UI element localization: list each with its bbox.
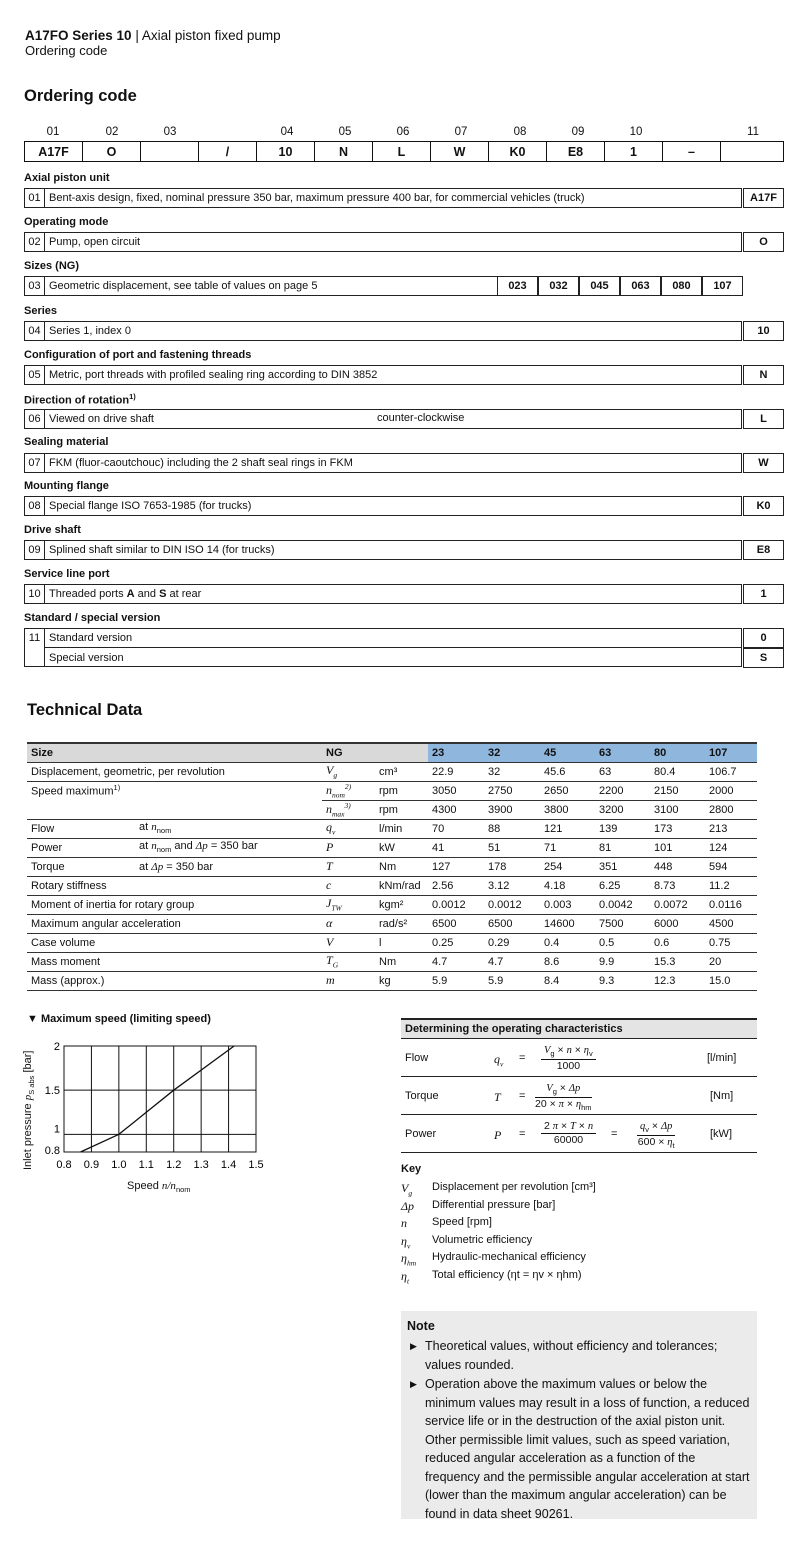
chart-title: ▼ Maximum speed (limiting speed)	[27, 1013, 211, 1025]
note-heading: Note	[407, 1319, 435, 1333]
size-boxes	[497, 276, 743, 296]
section-title: Drive shaft	[24, 524, 81, 536]
chart-x-tick-label: 1.1	[138, 1159, 154, 1171]
option-row-03: 03 Geometric displacement, see table of values on page 5	[24, 276, 742, 296]
ordering-code-row	[24, 141, 784, 162]
option-code: K0	[743, 496, 784, 516]
code-position-numbers: 01 02 03 04 05 06 07 08 09 10 11	[46, 126, 759, 138]
code-cell: W	[431, 142, 489, 161]
chart-y-tick-label: 1	[53, 1123, 60, 1136]
option-code: N	[743, 365, 784, 385]
option-code: E8	[743, 540, 784, 560]
code-cell	[721, 142, 783, 161]
chart-x-tick-label: 1.3	[193, 1159, 209, 1171]
size-code: 032	[538, 276, 579, 296]
note-item: ▶ Theoretical values, without efficiency and tolerances; values rounded.	[407, 1337, 751, 1374]
section-title: Operating mode	[24, 216, 109, 228]
table-row: Case volume V l 0.25 0.29 0.4 0.5 0.6 0.75	[27, 933, 757, 952]
option-row-10: 10 Threaded ports A and S at rear	[24, 584, 742, 604]
option-code: A17F	[743, 188, 784, 208]
table-row: Maximum angular acceleration α rad/s² 6500 6500 14600 7500 6000 4500	[27, 914, 757, 933]
table-row: Flow at $n_{nom}$ $q_v$ l/min 70 88 121 139 173 213	[27, 819, 757, 838]
section-title: Mounting flange	[24, 480, 109, 492]
option-code: 0	[743, 628, 784, 648]
note-box	[401, 1311, 757, 1519]
key-item: Δp Differential pressure [bar]	[401, 1198, 556, 1213]
technical-data-table	[27, 742, 757, 991]
opchar-row-flow: Flow $q_v$ = $\frac{V_g \times n \times \eta_v}{1000}$ [l/min]	[401, 1039, 757, 1077]
table-header-row: Size NG 23 32 45 63 80 107	[27, 743, 757, 762]
option-code: W	[743, 453, 784, 473]
size-code: 063	[620, 276, 661, 296]
opchar-row-power: Power P = $\frac{2 \pi \times T \times n}{60000}$ = $\frac{q_v \times \Delta p}{600 \times \eta_t}$ [kW]	[401, 1115, 757, 1153]
table-row: Torque at Δp = 350 bar T Nm 127 178 254 351 448 594	[27, 857, 757, 876]
option-code: L	[743, 409, 784, 429]
option-code: O	[743, 232, 784, 252]
key-item: $\eta_{hm}$ Hydraulic-mechanical efficiency	[401, 1251, 586, 1268]
option-row-07: 07 FKM (fluor-caoutchouc) including the 2 shaft seal rings in FKM	[24, 453, 742, 473]
key-item: $\eta_v$ Volumetric efficiency	[401, 1233, 533, 1250]
key-list	[401, 1181, 596, 1286]
operating-characteristics	[401, 1018, 757, 1153]
size-code: 080	[661, 276, 702, 296]
table-row: Displacement, geometric, per revolution $V_g$ cm³ 22.9 32 45.6 63 80.4 106.7	[27, 762, 757, 781]
chart-plot-frame	[64, 1046, 256, 1152]
code-cell: 1	[605, 142, 663, 161]
table-row: Moment of inertia for rotary group $J_{TW}$ kgm² 0.0012 0.0012 0.003 0.0042 0.0072 0.0116	[27, 895, 757, 914]
key-item: $\eta_t$ Total efficiency (ηt = ηv × ηhm)	[401, 1268, 582, 1285]
note-item: ▶ Operation above the maximum values or below the minimum values may result in a loss of function, a reduced service life or in the destruction of the axial piston unit. Other permissible limit values, such as speed variation, reduced angular acceleration as a function of the frequency and the permissible angular acceleration at start (lower than the maximum angular acceleration) can be found in data sheet 90261.	[407, 1375, 751, 1523]
table-row: Speed maximum$^{1)}$ $n_{nom}^{2)}$ rpm 3050 2750 2650 2200 2150 2000	[27, 781, 757, 800]
document-header-title: A17FO Series 10 | Axial piston fixed pump	[25, 28, 281, 43]
code-cell: 10	[257, 142, 315, 161]
option-row-09: 09 Splined shaft similar to DIN ISO 14 (for trucks)	[24, 540, 742, 560]
section-title: Standard / special version	[24, 612, 161, 624]
chart-x-tick-label: 0.9	[83, 1159, 100, 1171]
code-cell: E8	[547, 142, 605, 161]
option-code: S	[743, 648, 784, 668]
option-row-08: 08 Special flange ISO 7653-1985 (for trucks)	[24, 496, 742, 516]
table-row: $n_{max}^{3)}$ rpm 4300 3900 3800 3200 3100 2800	[27, 800, 757, 819]
size-code: 045	[579, 276, 620, 296]
ordering-code-heading: Ordering code	[24, 87, 137, 105]
chart-x-tick-label: 1.2	[166, 1159, 182, 1171]
code-cell: N	[315, 142, 373, 161]
section-title: Sizes (NG)	[24, 260, 80, 272]
section-title: Series	[24, 305, 58, 317]
chart-x-tick-label: 0.8	[56, 1159, 72, 1171]
option-row-05: 05 Metric, port threads with profiled sealing ring according to DIN 3852	[24, 365, 742, 385]
triangle-down-icon: ▼	[27, 1013, 38, 1025]
code-cell: –	[663, 142, 721, 161]
option-row-06: 06 Viewed on drive shaft	[24, 409, 742, 429]
chart-x-tick-label: 1.4	[220, 1159, 237, 1171]
chart-x-tick-label: 1.5	[248, 1159, 264, 1171]
section-title: Sealing material	[24, 436, 109, 448]
table-row: Mass (approx.) m kg 5.9 5.9 8.4 9.3 12.3 15.0	[27, 971, 757, 990]
document-header-subtitle: Ordering code	[25, 43, 108, 58]
chart-y-label: Inlet pressure $p_{S abs}$ [bar]	[22, 1050, 37, 1170]
code-cell: A17F	[25, 142, 83, 161]
option-row-02: 02 Pump, open circuit	[24, 232, 742, 252]
chart-y-tick-label: 2	[53, 1041, 60, 1053]
key-heading: Key	[401, 1163, 422, 1175]
section-title: Service line port	[24, 568, 110, 580]
option-row-11: 11 Standard version Special version	[24, 628, 742, 667]
technical-data-heading: Technical Data	[27, 701, 143, 719]
key-item: n Speed [rpm]	[401, 1216, 492, 1230]
max-speed-chart	[20, 1030, 280, 1180]
table-row: Mass moment $T_G$ Nm 4.7 4.7 8.6 9.9 15.3 20	[27, 952, 757, 971]
code-cell: O	[83, 142, 141, 161]
section-title: Axial piston unit	[24, 172, 110, 184]
option-code: 1	[743, 584, 784, 604]
code-cell: L	[373, 142, 431, 161]
chart-x-label: Speed $n/n_{nom}$	[127, 1180, 191, 1195]
size-code: 107	[702, 276, 743, 296]
chart-y-tick-label: 0.8	[44, 1145, 60, 1157]
code-cell: /	[199, 142, 257, 161]
chart-y-tick-label: 1.5	[44, 1085, 60, 1098]
code-cell: K0	[489, 142, 547, 161]
chart-series-line	[81, 1046, 235, 1152]
code-cell	[141, 142, 199, 161]
chart-x-tick-label: 1.0	[111, 1159, 127, 1171]
opchar-heading: Determining the operating characteristics	[401, 1018, 757, 1039]
table-row: Rotary stiffness c kNm/rad 2.56 3.12 4.18 6.25 8.73 11.2	[27, 876, 757, 895]
opchar-row-torque: Torque T = $V_g \times \Delta p$ $20 \times \pi \times \eta_{hm}$ [Nm]	[401, 1077, 757, 1115]
option-row-04: 04 Series 1, index 0	[24, 321, 742, 341]
size-code: 023	[497, 276, 538, 296]
section-title: Direction of rotation$^{1)}$	[24, 392, 136, 407]
section-title: Configuration of port and fastening threads	[24, 349, 252, 361]
option-code: 10	[743, 321, 784, 341]
table-row: Power at $n_{nom}$ and Δp = 350 bar P kW 41 51 71 81 101 124	[27, 838, 757, 857]
key-item: $V_g$ Displacement per revolution [cm³]	[401, 1181, 596, 1198]
rotation-direction: counter-clockwise	[377, 412, 465, 424]
option-row-01: 01 Bent-axis design, fixed, nominal pressure 350 bar, maximum pressure 400 bar, for commercial vehicles (truck)	[24, 188, 742, 208]
